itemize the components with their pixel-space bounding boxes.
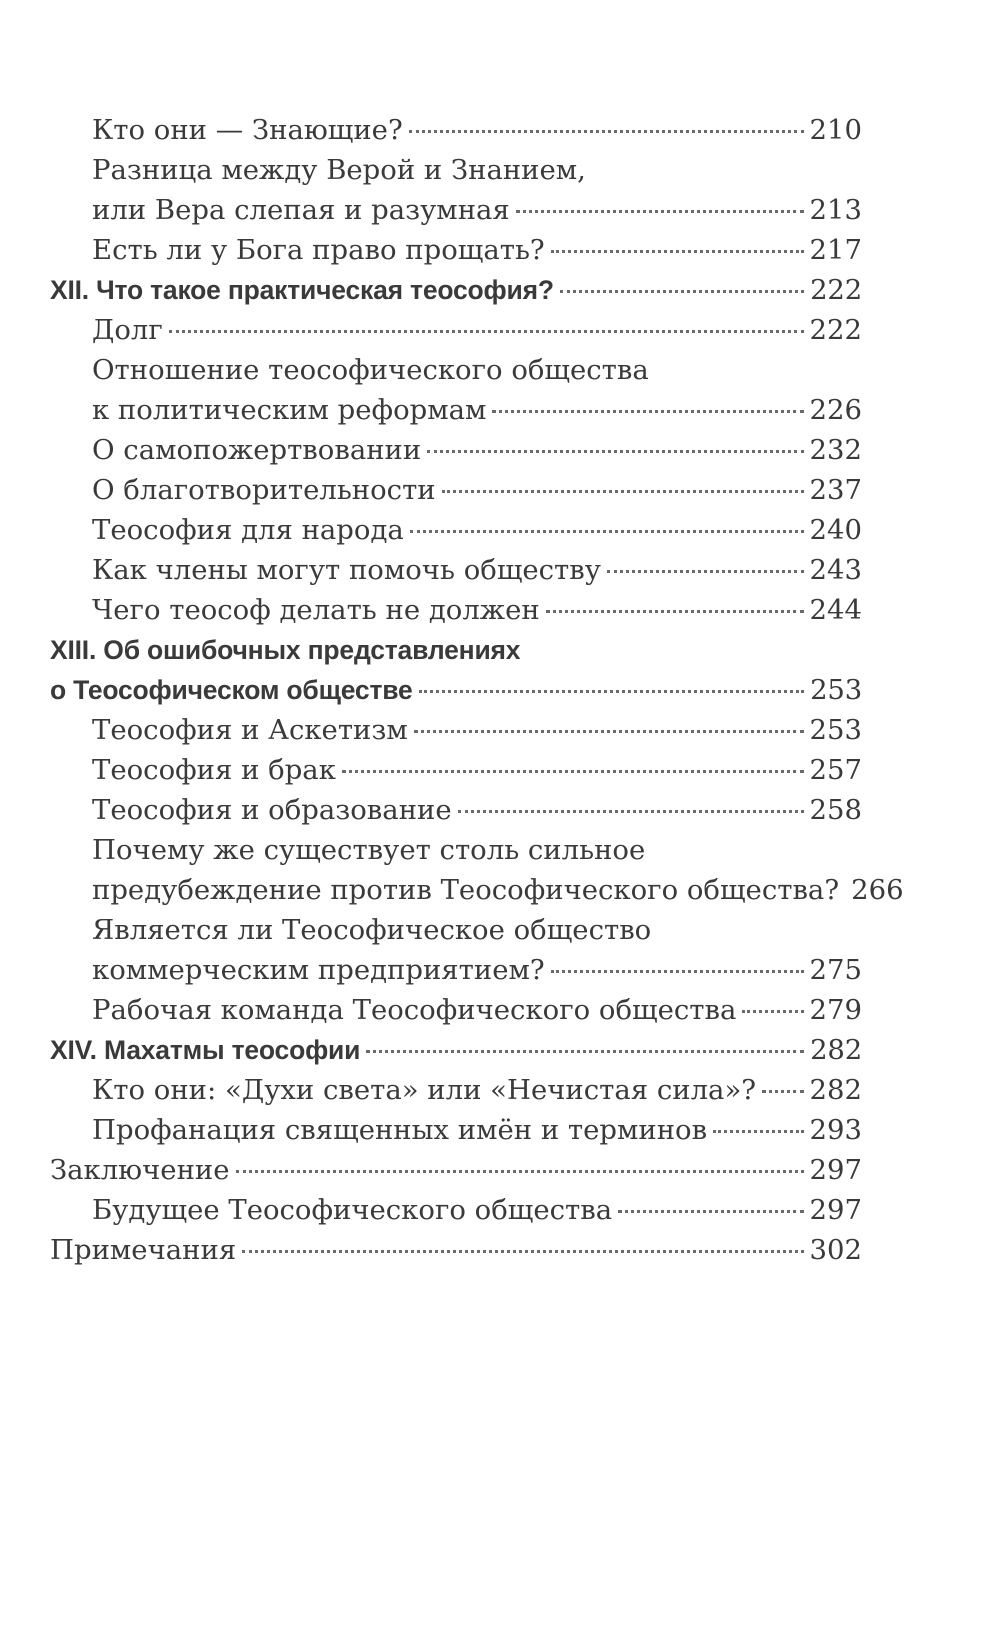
- toc-entry-title: Отношение теософического общества: [92, 354, 649, 386]
- toc-entry-title: Будущее Теософического общества: [92, 1194, 613, 1226]
- toc-entry-title: коммерческим предприятием?: [92, 954, 545, 986]
- toc-entry-page-number: 244: [809, 594, 862, 626]
- toc-entry: [50, 190, 862, 230]
- toc-entry-title: Почему же существует столь сильное: [92, 834, 646, 866]
- dot-leader: [419, 690, 805, 693]
- toc-entry-title: Разница между Верой и Знанием,: [92, 154, 586, 186]
- toc-entry: [50, 470, 862, 510]
- toc-entry-title: Теософия для народа: [92, 514, 404, 546]
- toc-entry: [50, 590, 862, 630]
- toc-entry: [50, 750, 862, 790]
- dot-leader: [242, 1250, 803, 1253]
- toc-entry-page-number: 282: [809, 1074, 862, 1106]
- toc-entry-page-number: 297: [809, 1154, 862, 1186]
- toc-entry-page-number: 243: [809, 554, 862, 586]
- toc-entry-title: О самопожертвовании: [92, 434, 422, 466]
- toc-entry-page-number: 237: [809, 474, 862, 506]
- toc-entry-page-number: 266: [851, 874, 904, 906]
- toc-entry: [50, 990, 862, 1030]
- toc-entry: [50, 230, 862, 270]
- toc-entry-title: Кто они — Знающие?: [92, 114, 403, 146]
- toc-entry: [50, 790, 862, 830]
- toc-entry-title: Теософия и брак: [92, 754, 336, 786]
- toc-entry: [50, 870, 904, 910]
- toc-entry-title: XII. Что такое практическая теософия?: [50, 275, 554, 305]
- toc-entry: [50, 710, 862, 750]
- toc-entry: [50, 550, 862, 590]
- toc-entry-page-number: 297: [809, 1194, 862, 1226]
- toc-entry-title: о Теософическом обществе: [50, 675, 413, 705]
- toc-entry-page-number: 279: [809, 994, 862, 1026]
- toc-entry-page-number: 253: [810, 674, 862, 706]
- toc-entry-page-number: 222: [810, 274, 862, 306]
- toc-entry-page-number: 302: [809, 1234, 862, 1266]
- dot-leader: [618, 1210, 803, 1213]
- toc-entry: [50, 1110, 862, 1150]
- dot-leader: [427, 450, 803, 453]
- toc-entry-page-number: 275: [809, 954, 862, 986]
- dot-leader: [342, 770, 804, 773]
- toc-entry-title: Заключение: [50, 1154, 230, 1186]
- toc-entry-title: Является ли Теософическое общество: [92, 914, 652, 946]
- toc-entry-title: XIII. Об ошибочных представлениях: [50, 635, 521, 665]
- toc-entry-page-number: 210: [809, 114, 862, 146]
- dot-leader: [560, 290, 804, 293]
- toc-entry: [50, 830, 862, 870]
- toc-chapter-entry: [50, 670, 862, 710]
- toc-entry-title: О благотворительности: [92, 474, 436, 506]
- toc-entry: [50, 150, 862, 190]
- toc-entry: [50, 390, 862, 430]
- toc-entry-page-number: 293: [809, 1114, 862, 1146]
- toc-entry: [50, 1230, 862, 1270]
- dot-leader: [713, 1130, 803, 1133]
- toc-entry-title: Профанация священных имён и терминов: [92, 1114, 708, 1146]
- toc-entry: [50, 1070, 862, 1110]
- toc-entry: [50, 510, 862, 550]
- toc-entry: [50, 310, 862, 350]
- table-of-contents: [50, 110, 904, 1270]
- dot-leader: [458, 810, 804, 813]
- toc-entry-title: предубеждение против Теософического общества?: [92, 874, 840, 906]
- dot-leader: [414, 730, 804, 733]
- dot-leader: [607, 570, 804, 573]
- toc-entry-title: или Вера слепая и разумная: [92, 194, 510, 226]
- dot-leader: [366, 1050, 804, 1053]
- dot-leader: [169, 330, 804, 333]
- toc-entry-title: XIV. Махатмы теософии: [50, 1035, 361, 1065]
- toc-entry-page-number: 258: [809, 794, 862, 826]
- toc-entry-title: Рабочая команда Теософического общества: [92, 994, 737, 1026]
- toc-entry-page-number: 253: [809, 714, 862, 746]
- toc-entry-page-number: 213: [809, 194, 862, 226]
- toc-entry-title: Как члены могут помочь обществу: [92, 554, 601, 586]
- toc-entry: [50, 1150, 862, 1190]
- dot-leader: [516, 210, 804, 213]
- toc-entry: [50, 350, 862, 390]
- toc-entry-title: Есть ли у Бога право прощать?: [92, 234, 545, 266]
- toc-entry-page-number: 240: [809, 514, 862, 546]
- dot-leader: [492, 410, 803, 413]
- toc-entry-page-number: 282: [810, 1034, 862, 1066]
- toc-entry: [50, 110, 862, 150]
- dot-leader: [742, 1010, 803, 1013]
- toc-entry-title: Долг: [92, 314, 163, 346]
- toc-entry-title: Чего теософ делать не должен: [92, 594, 540, 626]
- toc-entry: [50, 910, 862, 950]
- toc-entry-page-number: 222: [809, 314, 862, 346]
- dot-leader: [551, 970, 804, 973]
- toc-chapter-entry: [50, 630, 862, 670]
- toc-entry-page-number: 257: [809, 754, 862, 786]
- toc-entry: [50, 950, 862, 990]
- dot-leader: [409, 130, 804, 133]
- toc-entry-title: Кто они: «Духи света» или «Нечистая сила»?: [92, 1074, 757, 1106]
- dot-leader: [410, 530, 804, 533]
- toc-entry-page-number: 232: [809, 434, 862, 466]
- dot-leader: [442, 490, 804, 493]
- toc-entry-title: Примечания: [50, 1234, 237, 1266]
- dot-leader: [551, 250, 804, 253]
- toc-entry-page-number: 217: [809, 234, 862, 266]
- dot-leader: [236, 1170, 804, 1173]
- toc-entry-title: Теософия и Аскетизм: [92, 714, 408, 746]
- toc-entry-title: Теософия и образование: [92, 794, 452, 826]
- toc-chapter-entry: [50, 270, 862, 310]
- toc-entry: [50, 1190, 862, 1230]
- toc-entry-page-number: 226: [809, 394, 862, 426]
- dot-leader: [762, 1090, 803, 1093]
- toc-entry: [50, 430, 862, 470]
- toc-entry-title: к политическим реформам: [92, 394, 487, 426]
- toc-chapter-entry: [50, 1030, 862, 1070]
- dot-leader: [546, 610, 804, 613]
